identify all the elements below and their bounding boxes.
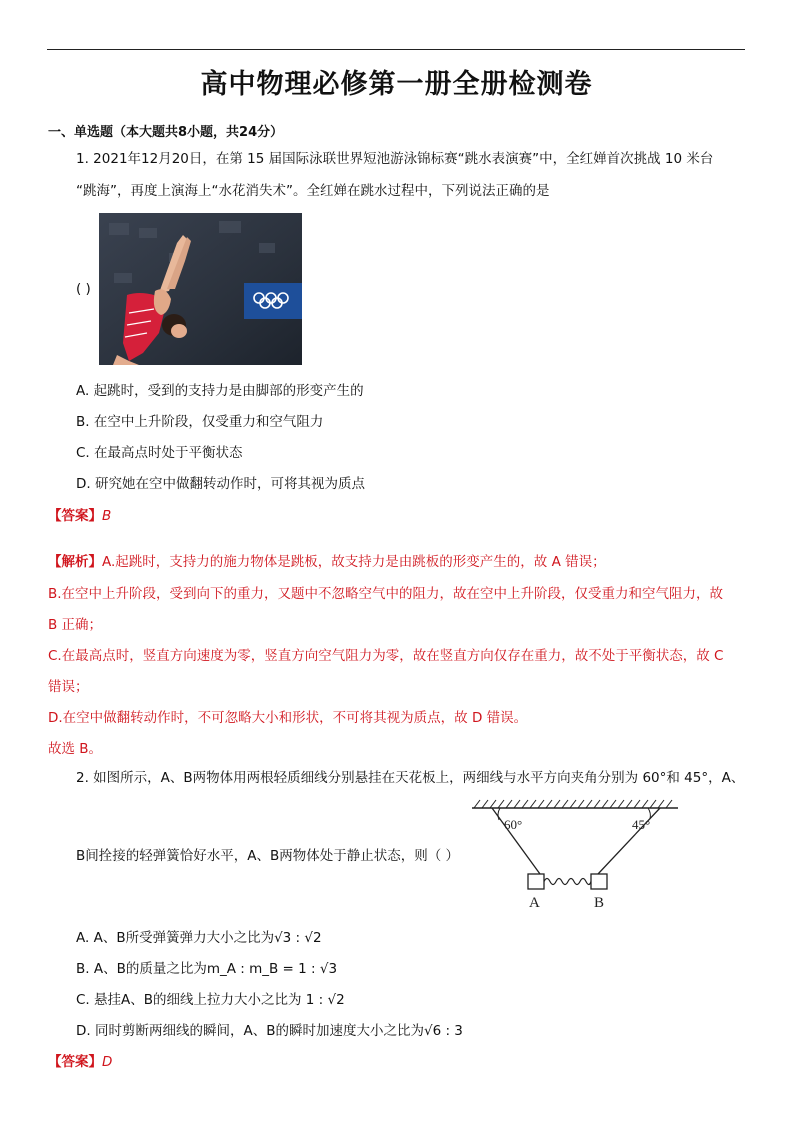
spring-diagram [470, 798, 680, 914]
answer-value: B [102, 508, 112, 524]
angle-60-label: 60° [504, 817, 523, 832]
answer-value: D [102, 1054, 113, 1070]
section-heading: 一、单选题（本大题共8小题，共24分） [48, 125, 284, 140]
q1-analysis-line4: C.在最高点时，竖直方向速度为零，竖直方向空气阻力为零，故在竖直方向仅存在重力，故不处于平衡状态，故 C [48, 648, 724, 664]
page-title: 高中物理必修第一册全册检测卷 [200, 69, 593, 100]
q1-analysis-line5: 错误； [48, 679, 89, 695]
q2-answer [48, 1050, 112, 1070]
q1-conclusion: 故选 B。 [48, 741, 103, 757]
q1-stem-line2: “跳海”，再度上演海上“水花消失术”。全红婵在跳水过程中，下列说法正确的是 [76, 183, 550, 199]
angle-45-label: 45° [632, 817, 651, 832]
q1-answer [48, 504, 111, 524]
analysis-text: A.起跳时，支持力的施力物体是跳板，故支持力是由跳板的形变产生的，故 A 错误； [102, 554, 606, 570]
q1-answer-paren: ( ) [76, 281, 91, 297]
label-a: A [529, 895, 540, 911]
analysis-label: 【解析】 [48, 554, 102, 570]
q1-option-c: C. 在最高点时处于平衡状态 [76, 445, 243, 461]
q1-option-d: D. 研究她在空中做翻转动作时，可将其视为质点 [76, 476, 365, 492]
answer-label: 【答案】 [48, 1054, 102, 1070]
header-rule [47, 49, 745, 50]
q2-option-c: C. 悬挂A、B的细线上拉力大小之比为 1 : √2 [76, 992, 345, 1008]
q2-option-a: A. A、B所受弹簧弹力大小之比为√3 : √2 [76, 930, 322, 946]
q1-analysis-line2: B.在空中上升阶段，受到向下的重力，又题中不忽略空气中的阻力，故在空中上升阶段，仅受重力和空气阻力，故 [48, 586, 724, 602]
q1-option-b: B. 在空中上升阶段，仅受重力和空气阻力 [76, 414, 324, 430]
q1-analysis-line1 [48, 550, 606, 570]
block-b [591, 874, 607, 889]
q1-analysis-line3: B 正确； [48, 617, 103, 633]
answer-label: 【答案】 [48, 508, 102, 524]
q1-option-a: A. 起跳时，受到的支持力是由脚部的形变产生的 [76, 383, 364, 399]
q2-option-d: D. 同时剪断两细线的瞬间，A、B的瞬时加速度大小之比为√6 : 3 [76, 1023, 463, 1039]
q2-option-b: B. A、B的质量之比为m_A : m_B = 1 : √3 [76, 961, 338, 977]
q1-stem-line1: 1. 2021年12月20日，在第 15 届国际泳联世界短池游泳锦标赛“跳水表演赛”中，全红婵首次挑战 10 米台 [76, 151, 714, 167]
q1-analysis-line6: D.在空中做翻转动作时，不可忽略大小和形状，不可将其视为质点，故 D 错误。 [48, 710, 528, 726]
label-b: B [594, 895, 605, 911]
block-a [528, 874, 544, 889]
q2-stem-line2: B间拴接的轻弹簧恰好水平，A、B两物体处于静止状态，则（ ） [76, 848, 460, 864]
q2-stem-line1: 2. 如图所示，A、B两物体用两根轻质细线分别悬挂在天花板上，两细线与水平方向夹角分别为 60°和 45°，A、 [76, 770, 745, 786]
diver-photo [99, 213, 302, 365]
spring [544, 879, 591, 885]
